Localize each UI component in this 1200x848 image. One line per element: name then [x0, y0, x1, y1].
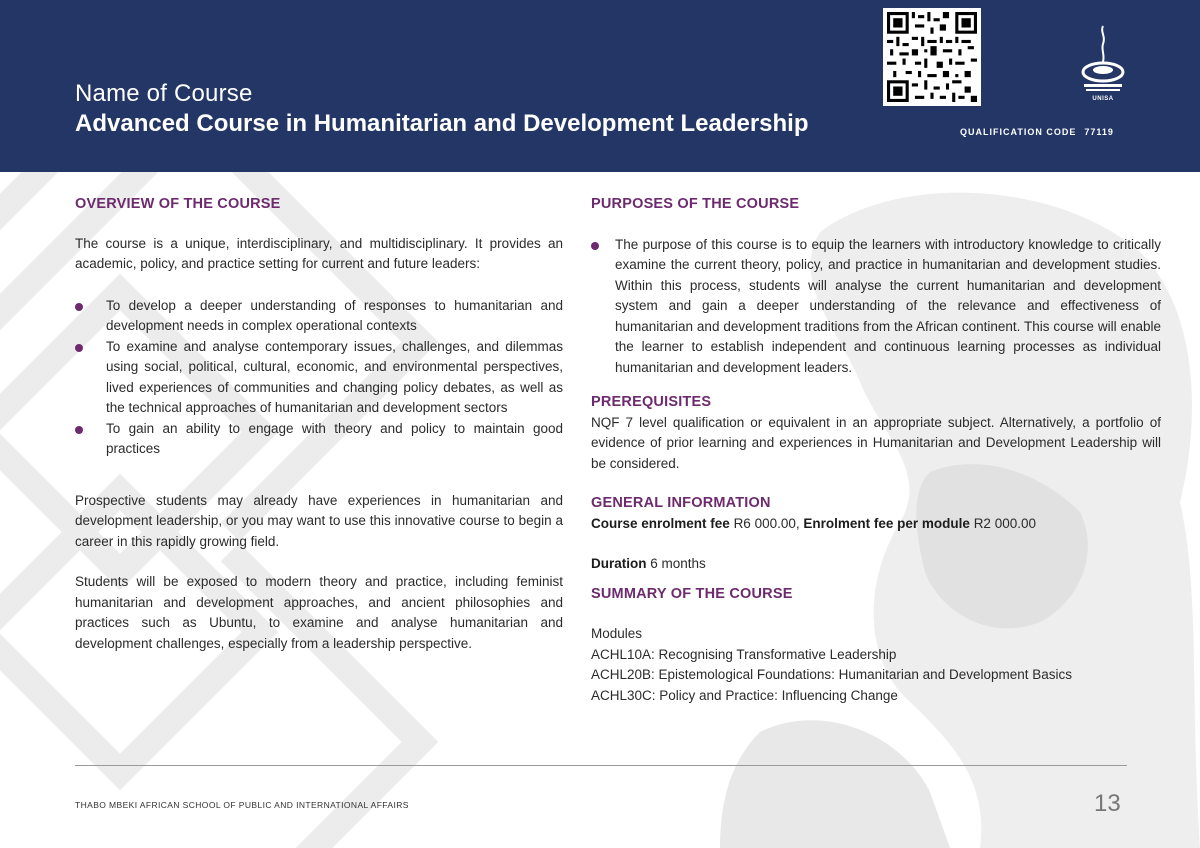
prerequisites-text: NQF 7 level qualification or equivalent in an appropriate subject. Alternatively, a portfolio of evidence of prior learning and experiences in Humanitarian and Development Leadership will be considered. — [591, 414, 1161, 471]
duration-label: Duration — [591, 556, 647, 571]
overview-bullet: To develop a deeper understanding of responses to humanitarian and development needs in complex operational contexts — [75, 296, 563, 337]
page-number: 13 — [1094, 790, 1121, 817]
qualification-value: 77119 — [1084, 127, 1114, 137]
overview-paragraph: Students will be exposed to modern theory and practice, including feminist humanitarian and development approaches, and ancient philosophies and practices such as Ubuntu, to examine and analyse humanitarian and development challenges, especially from a leadership perspective. — [75, 574, 563, 651]
overview-intro: The course is a unique, interdisciplinary, and multidisciplinary. It provides an academic, policy, and practice setting for current and future leaders: — [75, 235, 563, 271]
overview-bullet: To examine and analyse contemporary issues, challenges, and dilemmas using social, political, cultural, economic, and environmental perspectives, lived experiences of communities and changing policy debates, as well as the technical approaches of humanitarian and development sectors — [75, 337, 563, 419]
course-name-label: Name of Course — [75, 80, 253, 107]
footer-institution: THABO MBEKI AFRICAN SCHOOL OF PUBLIC AND INTERNATIONAL AFFAIRS — [75, 800, 409, 810]
module-item: ACHL20B: Epistemological Foundations: Humanitarian and Development Basics — [591, 667, 1073, 682]
module-item: ACHL30C: Policy and Practice: Influencing Change — [591, 687, 898, 703]
overview-column — [75, 194, 563, 654]
modules-label: Modules — [591, 626, 643, 641]
fee-value: R6 000.00, — [733, 515, 800, 531]
purposes-bullet: The purpose of this course is to equip the learners with introductory knowledge to critically examine the current theory, policy, and practice in humanitarian and development studies. Within this process, students will analyse the current humanitarian and development system and gain a deeper understanding of the relevance and effectiveness of humanitarian and development traditions from the African continent. This course will enable the learner to establish independent and continuous learning processes as individual humanitarian and development leaders. — [591, 235, 1161, 379]
duration-line — [591, 554, 1161, 575]
course-title: Advanced Course in Humanitarian and Development Leadership — [75, 110, 809, 137]
qr-code[interactable] — [883, 8, 981, 106]
purposes-bullet-list — [591, 235, 1161, 379]
purposes-heading: PURPOSES OF THE COURSE — [591, 196, 800, 212]
module-item: ACHL10A: Recognising Transformative Leadership — [591, 646, 897, 662]
footer-divider — [75, 765, 1127, 766]
logo-text: UNISA — [1092, 96, 1114, 102]
general-info-heading: GENERAL INFORMATION — [591, 495, 771, 511]
overview-paragraph: Prospective students may already have experiences in humanitarian and development leadership, or you may want to use this innovative course to begin a career in this rapidly growing field. — [75, 492, 563, 549]
header-band — [0, 0, 1200, 172]
prerequisites-heading: PREREQUISITES — [591, 394, 712, 410]
qualification-label: QUALIFICATION CODE — [960, 127, 1077, 137]
duration-value: 6 months — [650, 556, 706, 571]
overview-bullet: To gain an ability to engage with theory and policy to maintain good practices — [75, 419, 563, 460]
fee-label: Course enrolment fee — [591, 515, 730, 531]
qualification-code — [960, 127, 1114, 137]
overview-bullet-list — [75, 296, 563, 460]
fee-line — [591, 514, 1161, 535]
module-fee-label: Enrolment fee per module — [803, 515, 970, 531]
module-fee-value: R2 000.00 — [973, 515, 1036, 531]
details-column — [591, 194, 1161, 706]
summary-heading: SUMMARY OF THE COURSE — [591, 585, 793, 602]
qr-code-icon — [887, 12, 977, 102]
overview-heading: OVERVIEW OF THE COURSE — [75, 196, 281, 212]
